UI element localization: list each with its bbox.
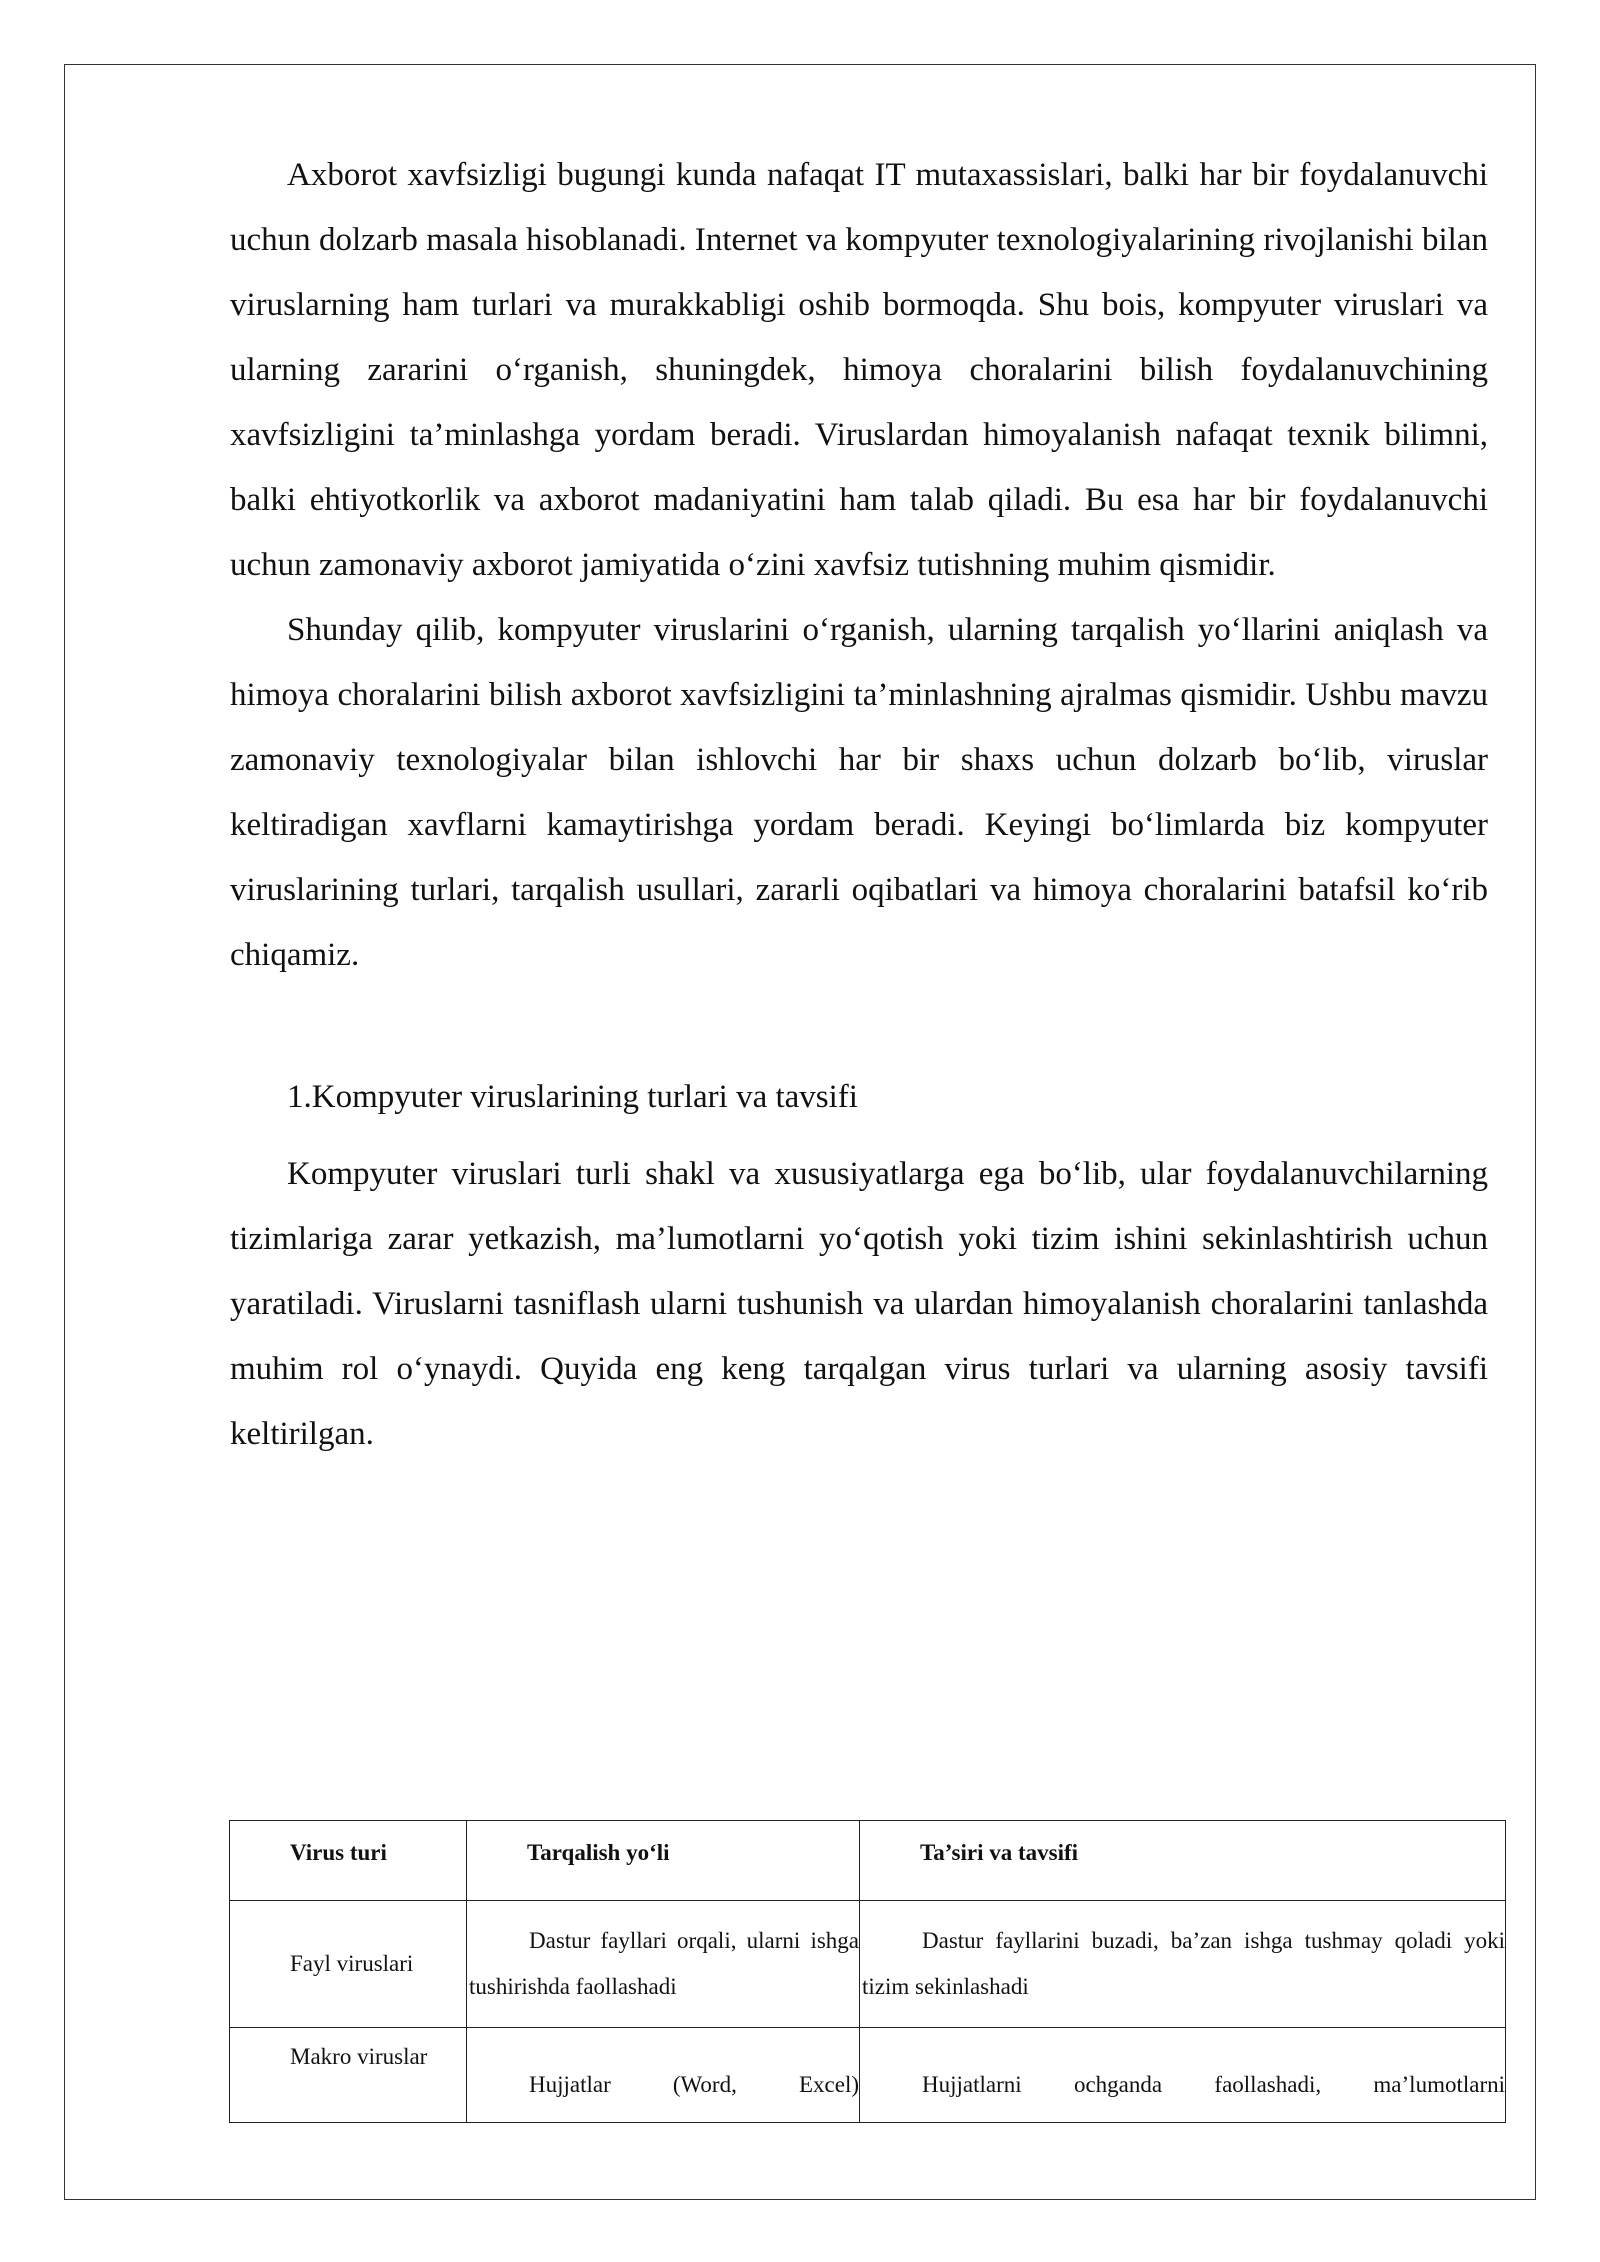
intro-paragraph-1: Axborot xavfsizligi bugungi kunda nafaqat IT mutaxassislari, balki har bir foydalanuvchi uchun dolzarb masala hisoblanadi. Internet va kompyuter texnologiyalarining rivojlanishi bilan viruslarning ham turlari va murakkabligi oshib bormoqda. Shu bois, kompyuter viruslari va ularning zararini o‘rganish, shuningdek, himoya choralarini bilish foydalanuvchining xavfsizligini ta’minlashga yordam beradi. Viruslardan himoyalanish nafaqat texnik bilimni, balki ehtiyotkorlik va axborot madaniyatini ham talab qiladi. Bu esa har bir foydalanuvchi uchun zamonaviy axborot jamiyatida o‘zini xavfsiz tutishning muhim qismidir.	[230, 157, 1488, 583]
intro-paragraph-2: Shunday qilib, kompyuter viruslarini o‘rganish, ularning tarqalish yo‘llarini aniqlash va himoya choralarini bilish axborot xavfsizligini ta’minlashning ajralmas qismidir. Ushbu mavzu zamonaviy texnologiyalar bilan ishlovchi har bir shaxs uchun dolzarb bo‘lib, viruslar keltiradigan xavflarni kamaytirishga yordam beradi. Keyingi bo‘limlarda biz kompyuter viruslarining turlari, tarqalish usullari, zararli oqibatlari va himoya choralarini batafsil ko‘rib chiqamiz.	[230, 612, 1488, 973]
cell-virus-type: Makro viruslar	[230, 2028, 467, 2123]
document-body	[230, 143, 1488, 1467]
cell-effect-description: Hujjatlarni ochganda faollashadi, ma’lumotlarni	[860, 2028, 1506, 2123]
header-spread-method: Tarqalish yo‘li	[467, 1821, 860, 1901]
header-effect-description: Ta’siri va tavsifi	[860, 1821, 1506, 1901]
cell-spread-method: Dastur fayllari orqali, ularni ishga tushirishda faollashadi	[467, 1901, 860, 2028]
section-paragraph: Kompyuter viruslari turli shakl va xususiyatlarga ega bo‘lib, ular foydalanuvchilarning tizimlariga zarar yetkazish, ma’lumotlarni yo‘qotish yoki tizim ishini sekinlashtirish uchun yaratiladi. Viruslarni tasniflash ularni tushunish va ulardan himoyalanish choralarini tanlashda muhim rol o‘ynaydi. Quyida eng keng tarqalgan virus turlari va ularning asosiy tavsifi keltirilgan.	[230, 1156, 1488, 1452]
cell-spread-method: Hujjatlar (Word, Excel)	[467, 2028, 860, 2123]
table-row	[230, 1901, 1506, 2028]
cell-virus-type: Fayl viruslari	[230, 1901, 467, 2028]
table-header-row	[230, 1821, 1506, 1901]
table-row	[230, 2028, 1506, 2123]
header-virus-type: Virus turi	[230, 1821, 467, 1901]
cell-effect-description: Dastur fayllarini buzadi, ba’zan ishga tushmay qoladi yoki tizim sekinlashadi	[860, 1901, 1506, 2028]
section-heading: 1.Kompyuter viruslarining turlari va tavsifi	[287, 1079, 858, 1115]
virus-types-table	[229, 1820, 1506, 2123]
